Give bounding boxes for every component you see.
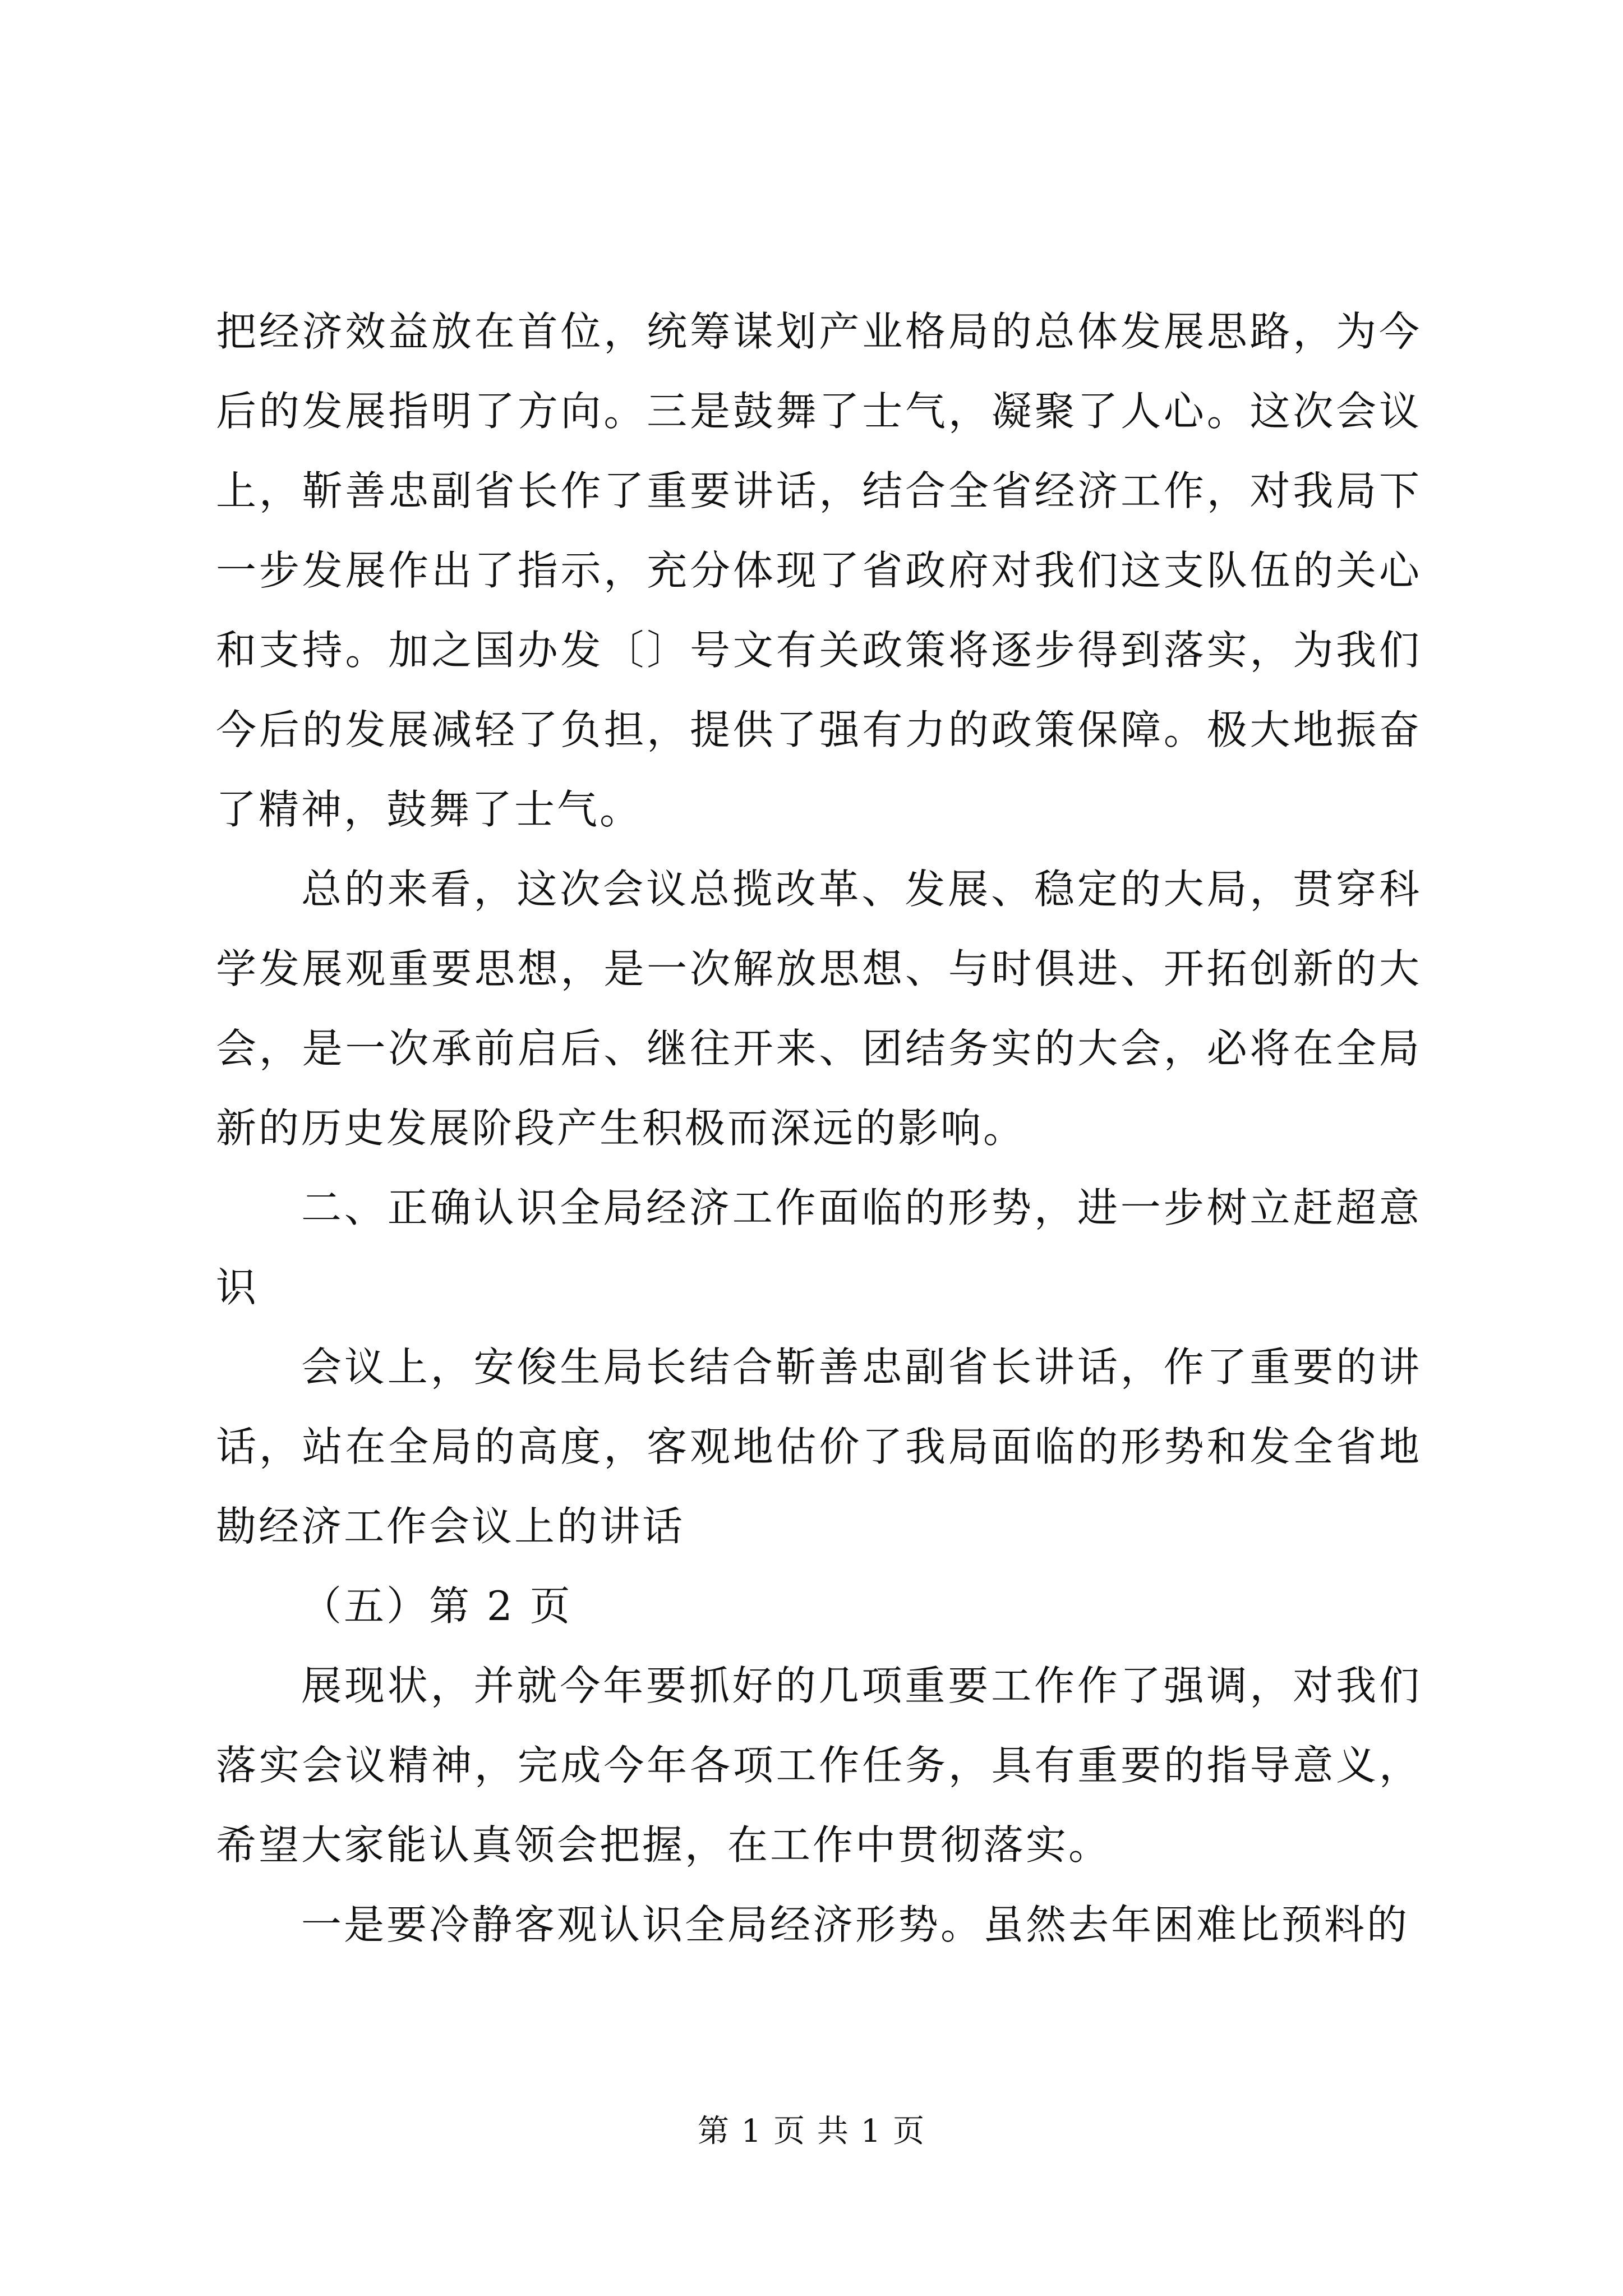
- page-footer: 第 1 页 共 1 页: [697, 2113, 926, 2150]
- paragraph-3: 会议上，安俊生局长结合靳善忠副省长讲话，作了重要的讲话，站在全局的高度，客观地估价了我局面临的形势和发全省地勘经济工作会议上的讲话: [216, 1343, 1422, 1550]
- section-heading-2: 二、正确认识全局经济工作面临的形势，进一步树立赶超意识: [216, 1184, 1422, 1311]
- paragraph-1: 把经济效益放在首位，统筹谋划产业格局的总体发展思路，为今后的发展指明了方向。三是鼓舞了士气，凝聚了人心。这次会议上，靳善忠副省长作了重要讲话，结合全省经济工作，对我局下一步发展作出了指示，充分体现了省政府对我们这支队伍的关心和支持。加之国办发〔〕号文有关政策将逐步得到落实，为我们今后的发展减轻了负担，提供了强有力的政策保障。极大地振奋了精神，鼓舞了士气。: [216, 308, 1422, 833]
- page-marker-line: （五）第 2 页: [301, 1582, 573, 1630]
- paragraph-2: 总的来看，这次会议总揽改革、发展、稳定的大局，贯穿科学发展观重要思想，是一次解放思想、与时俱进、开拓创新的大会，是一次承前启后、继往开来、团结务实的大会，必将在全局新的历史发展阶段产生积极而深远的影响。: [216, 866, 1422, 1152]
- document-body: [216, 292, 1422, 1964]
- paragraph-5: 一是要冷静客观认识全局经济形势。虽然去年困难比预料的: [301, 1901, 1410, 1948]
- paragraph-4: 展现状，并就今年要抓好的几项重要工作作了强调，对我们落实会议精神，完成今年各项工作任务，具有重要的指导意义，希望大家能认真领会把握，在工作中贯彻落实。: [216, 1662, 1422, 1869]
